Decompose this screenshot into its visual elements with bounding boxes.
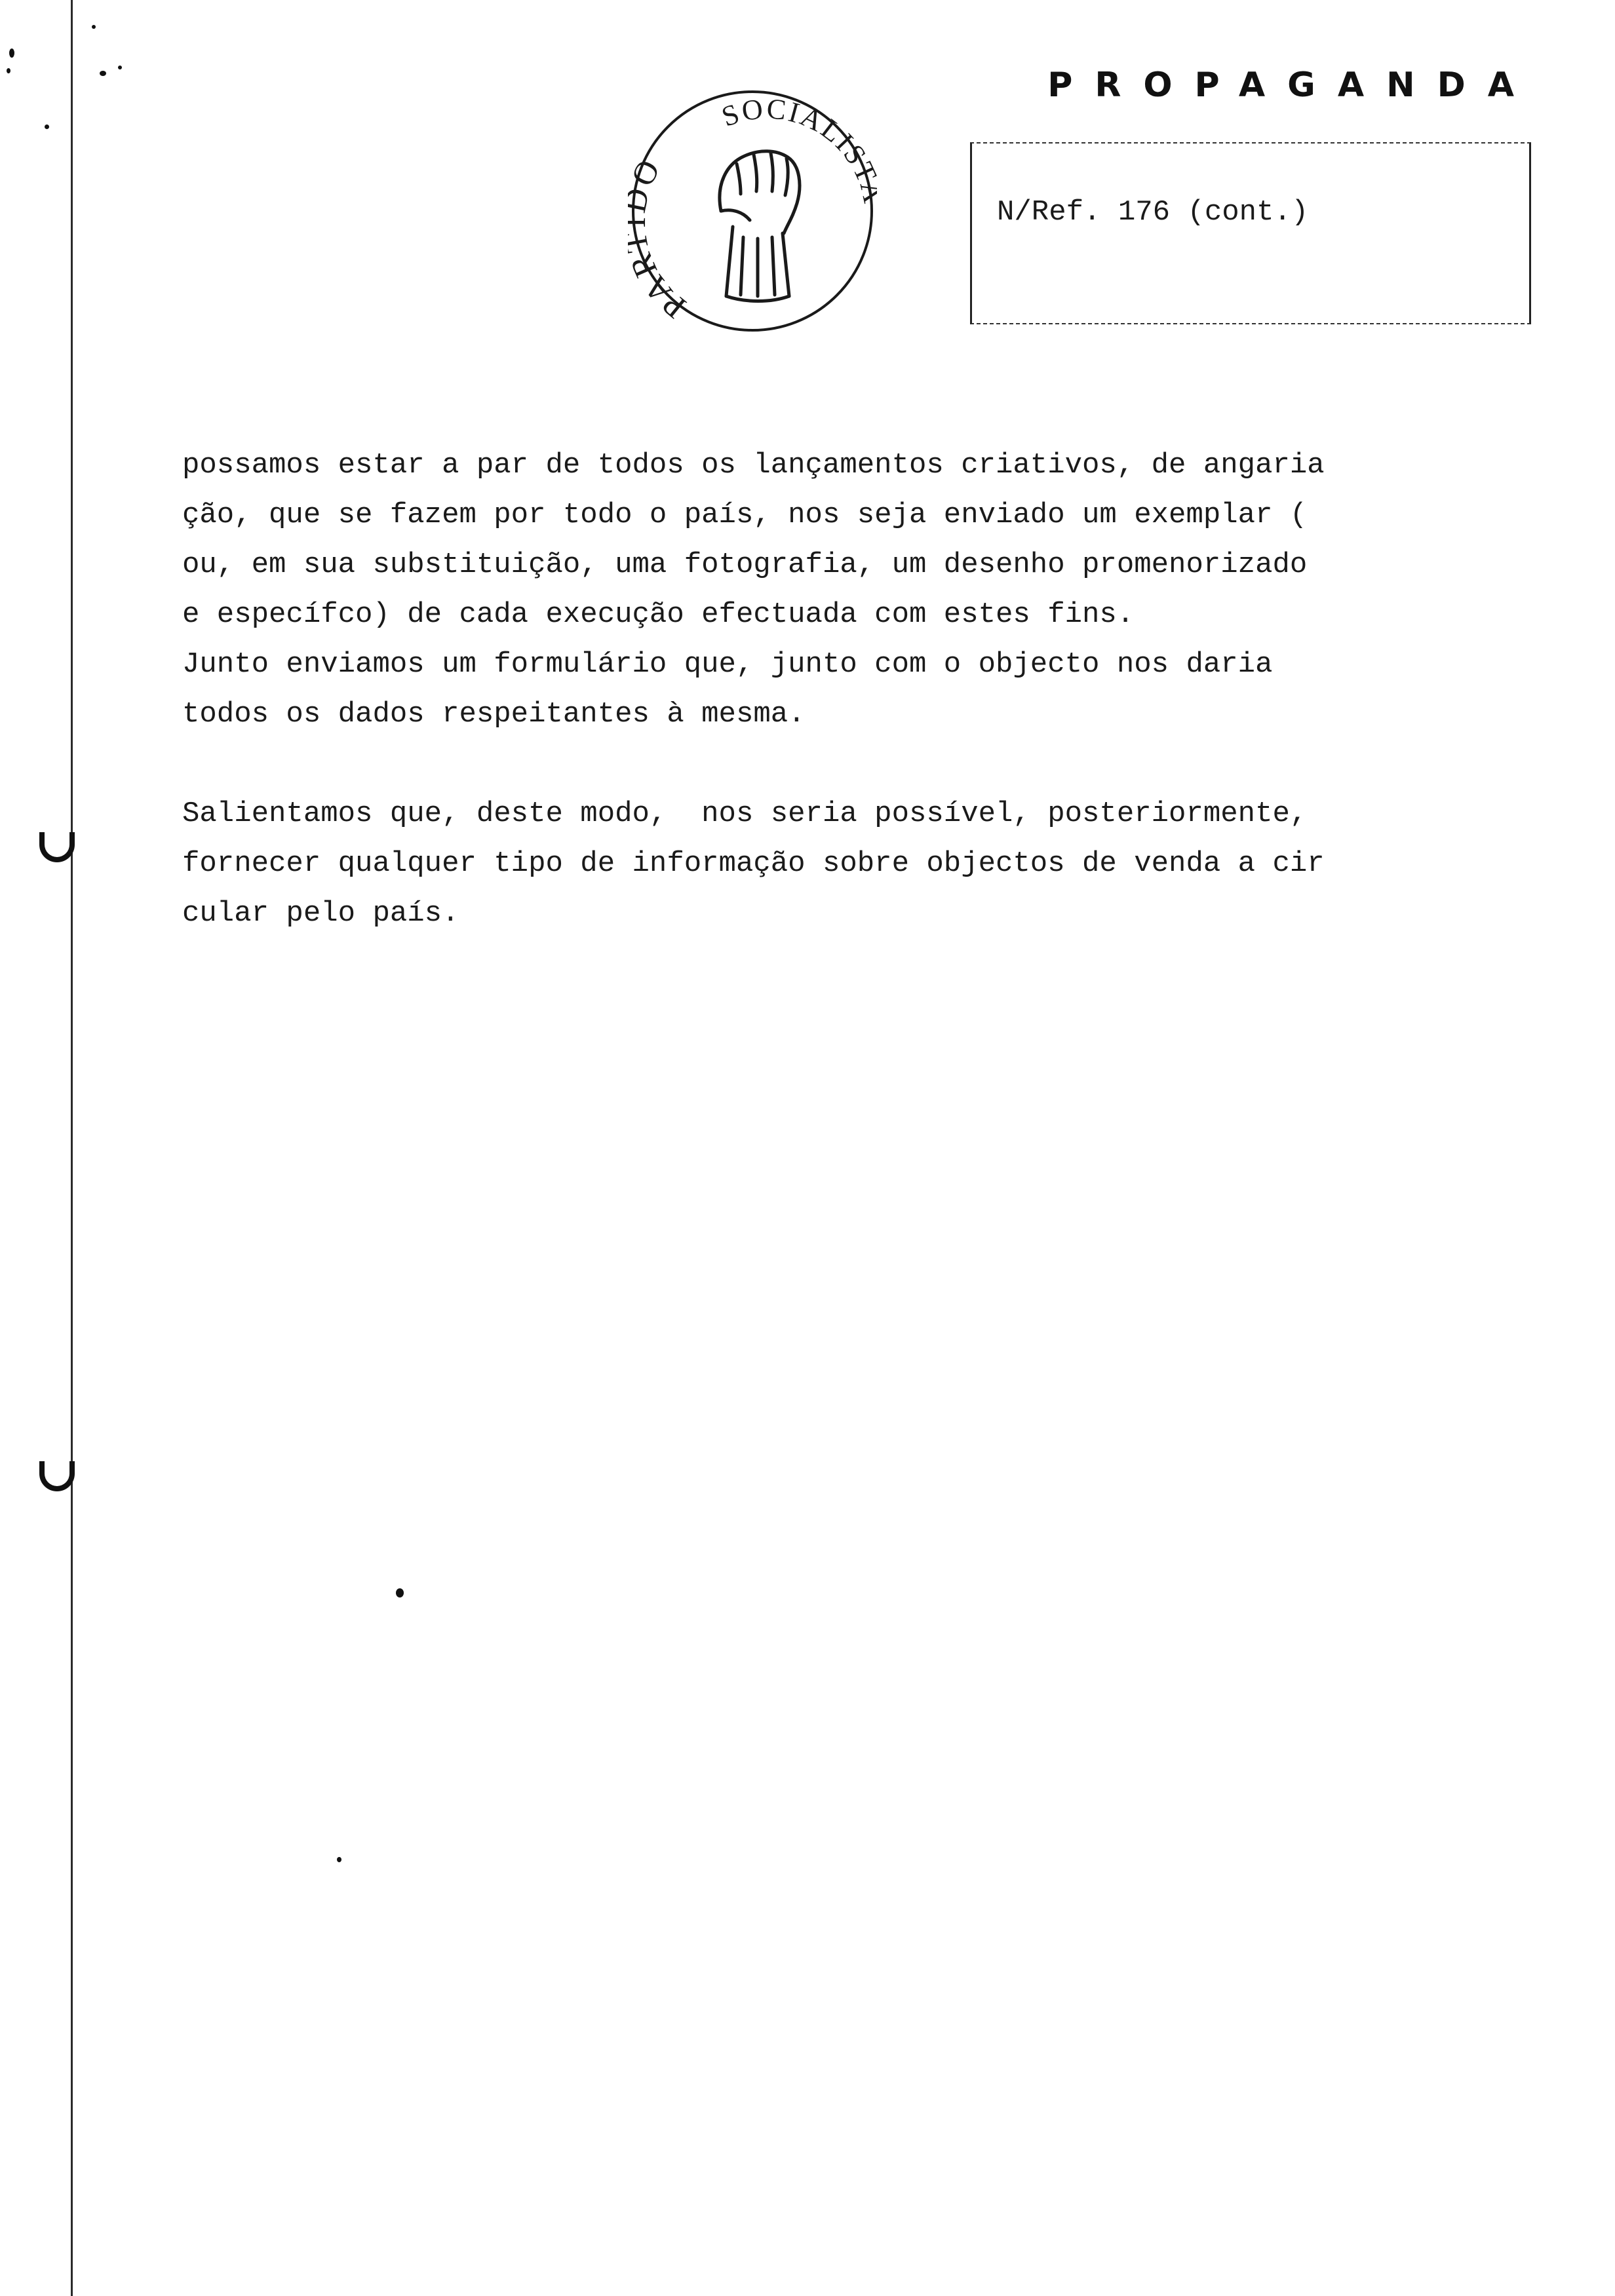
letter-body [182, 440, 1532, 938]
text-line: todos os dados respeitantes à mesma. [182, 698, 806, 731]
ink-speck [7, 68, 10, 73]
ink-speck [9, 48, 14, 58]
text-line: ção, que se fazem por todo o país, nos seja enviado um exemplar ( [182, 499, 1308, 531]
text-line: ou, em sua substituição, uma fotografia, um desenho promenorizado [182, 548, 1308, 581]
punch-hole-mark [39, 832, 75, 862]
ink-speck [337, 1857, 341, 1862]
text-line: fornecer qualquer tipo de informação sobre objectos de venda a cir [182, 847, 1325, 880]
reference-box [970, 142, 1531, 324]
binding-margin-line [71, 0, 73, 2296]
text-line: possamos estar a par de todos os lançamentos criativos, de angaria [182, 449, 1325, 482]
ink-speck [396, 1588, 404, 1598]
party-seal-graphic [628, 86, 877, 335]
raised-fist-icon [720, 151, 800, 301]
text-line: cular pelo país. [182, 897, 459, 930]
text-line: e específco) de cada execução efectuada com estes fins. [182, 598, 1135, 631]
punch-hole-mark [39, 1461, 75, 1491]
text-line: Salientamos que, deste modo, nos seria possível, posteriormente, [182, 797, 1308, 830]
party-seal [628, 86, 877, 335]
ink-speck [100, 71, 106, 76]
text-line: Junto enviamos um formulário que, junto com o objecto nos daria [182, 648, 1273, 681]
paragraph-1 [182, 440, 1532, 739]
ink-speck [92, 25, 96, 29]
section-title: PROPAGANDA [1047, 66, 1536, 105]
ink-speck [118, 66, 122, 69]
ink-speck [45, 124, 49, 129]
seal-text-socialista: SOCIALIS [717, 92, 874, 172]
svg-text:PARTIDO [628, 151, 693, 326]
seal-text-partido: PA [634, 267, 693, 326]
reference-number: N/Ref. 176 (cont.) [997, 196, 1309, 229]
paragraph-2 [182, 789, 1532, 938]
